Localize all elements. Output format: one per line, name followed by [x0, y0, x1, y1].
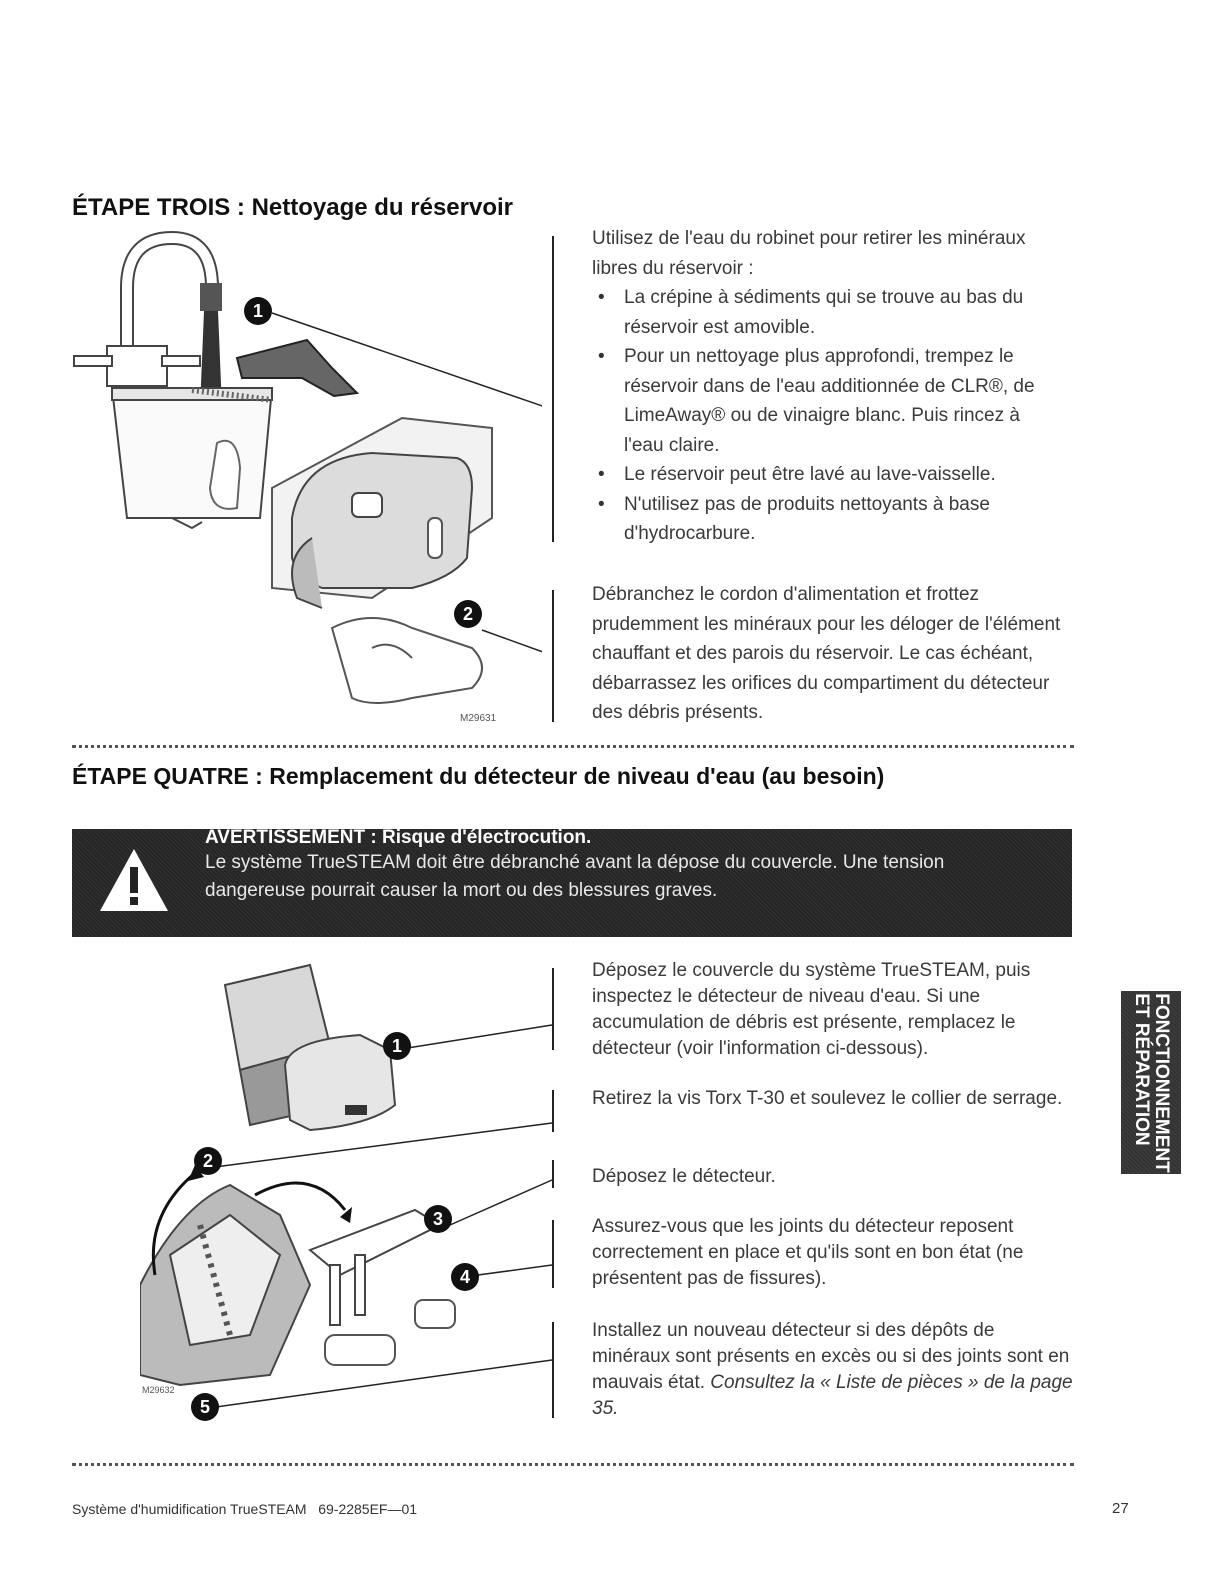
- divider-line: [552, 590, 554, 722]
- warning-text: Le système TrueSTEAM doit être débranché avant la dépose du couvercle. Une tension: [205, 852, 945, 873]
- svg-text:4: 4: [459, 1267, 471, 1287]
- figure-code: M29632: [142, 1385, 175, 1395]
- callout-2: [454, 600, 482, 628]
- step-three-paragraph: Débranchez le cordon d'alimentation et frottez prudemment les minéraux pour les déloger de l'élément chauffant et des parois du réservoir. Le cas échéant, débarrassez les orifices du compartiment du détecteur des débris présents.: [592, 584, 1061, 723]
- list-item: • N'utilisez pas de produits nettoyants à base d'hydrocarbure.: [592, 490, 1042, 549]
- svg-text:1: 1: [252, 301, 264, 321]
- sensor-replacement-illustration: [140, 955, 560, 1435]
- footer-doc-title: Système d'humidification TrueSTEAM 69-2285EF—01: [72, 1501, 418, 1517]
- warning-title: AVERTISSEMENT : Risque d'électrocution.: [205, 827, 592, 848]
- list-item: • Le réservoir peut être lavé au lave-vaisselle.: [592, 460, 1042, 490]
- page-reference: Consultez la « Liste de pièces » de la page 35.: [592, 1372, 1073, 1419]
- page-number: 27: [1112, 1500, 1129, 1517]
- dotted-separator: [72, 1463, 1074, 1466]
- divider-line: [552, 968, 554, 1050]
- callout-1: [383, 1032, 411, 1060]
- divider-line: [552, 1090, 554, 1132]
- callout-1: [244, 297, 272, 325]
- side-tab-line: FONCTIONNEMENT: [1151, 992, 1172, 1173]
- warning-banner: [72, 829, 1072, 937]
- step-three-intro: [592, 224, 1082, 549]
- step-four-paragraph: Retirez la vis Torx T-30 et soulevez le collier de serrage.: [592, 1088, 1063, 1109]
- reservoir-cleaning-illustration: [72, 228, 542, 728]
- svg-text:2: 2: [202, 1151, 214, 1171]
- step-four-paragraph: Déposez le détecteur.: [592, 1166, 776, 1187]
- callout-3: [424, 1205, 452, 1233]
- side-tab-line: ET RÉPARATION: [1131, 992, 1152, 1146]
- svg-text:5: 5: [199, 1397, 211, 1417]
- list-item: • Pour un nettoyage plus approfondi, trempez le réservoir dans de l'eau additionnée de CLR®, de LimeAway® ou de vinaigre blanc. Puis rincez à l'eau claire.: [592, 342, 1042, 460]
- svg-text:2: 2: [462, 604, 474, 624]
- step-three-title: ÉTAPE TROIS : Nettoyage du réservoir: [72, 194, 513, 221]
- list-item: • La crépine à sédiments qui se trouve au bas du réservoir est amovible.: [592, 283, 1042, 342]
- paragraph-text: Installez un nouveau détecteur si des dépôts de minéraux sont présents en excès ou si des joints sont en mauvais état.: [592, 1320, 1070, 1393]
- intro-line: libres du réservoir :: [592, 257, 754, 279]
- svg-text:3: 3: [432, 1209, 444, 1229]
- svg-text:1: 1: [391, 1036, 403, 1056]
- divider-line: [552, 236, 554, 542]
- warning-text: dangereuse pourrait causer la mort ou des blessures graves.: [205, 880, 718, 901]
- warning-triangle-icon: [98, 847, 170, 913]
- callout-5: [191, 1393, 219, 1421]
- step-four-paragraph: [592, 1318, 1077, 1422]
- divider-line: [552, 1160, 554, 1188]
- divider-line: [552, 1220, 554, 1288]
- intro-line: Utilisez de l'eau du robinet pour retirer les minéraux: [592, 228, 1026, 249]
- dotted-separator: [72, 745, 1074, 748]
- figure-code: M29631: [460, 713, 497, 724]
- divider-line: [552, 1322, 554, 1418]
- step-four-paragraph: Déposez le couvercle du système TrueSTEAM, puis inspectez le détecteur de niveau d'eau. Si une accumulation de débris est présente, remplacez le détecteur (voir l'information ci-dessous).: [592, 960, 1031, 1059]
- callout-4: [451, 1263, 479, 1291]
- step-four-paragraph: Assurez-vous que les joints du détecteur reposent correctement en place et qu'ils sont en bon état (ne présentent pas de fissures).: [592, 1216, 1024, 1289]
- section-side-tab: [1121, 991, 1181, 1174]
- step-four-title: ÉTAPE QUATRE : Remplacement du détecteur de niveau d'eau (au besoin): [72, 763, 885, 789]
- callout-2: [194, 1147, 222, 1175]
